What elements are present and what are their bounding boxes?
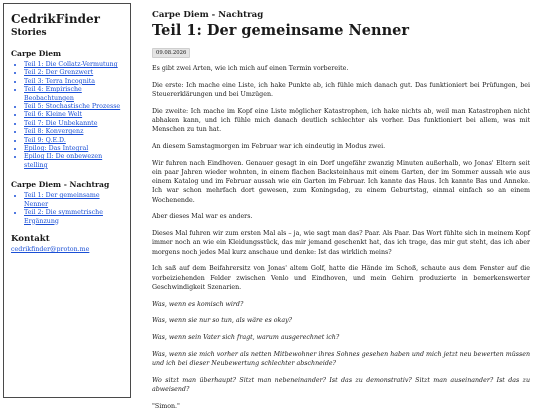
nav-item	[24, 145, 124, 153]
paragraph: Aber dieses Mal war es anders.	[152, 213, 253, 221]
paragraph: An diesem Samstagmorgen im Februar war ich eindeutig in Modus zwei.	[152, 143, 386, 150]
nav-item	[24, 78, 124, 86]
nav-link[interactable]: Teil 1: Die Collatz-Vermutung	[24, 61, 118, 68]
series-title: Carpe Diem - Nachtrag	[152, 10, 264, 20]
nav-item	[24, 137, 124, 145]
nav-item	[24, 86, 124, 103]
paragraph: Die zweite: Ich mache im Kopf eine Liste möglicher Katastrophen, ich hake nichts ab, weil man Katastrophen nicht abhaken kann, und ich fühle mich danach deutlich schlechter als vorher. Das funktioniert bei allem, was mit Menschen zu tun hat.	[152, 107, 530, 134]
nav-link[interactable]: Teil 9: Q.E.D.	[24, 136, 66, 144]
nav-item	[24, 192, 124, 209]
nav-list-nachtrag	[11, 192, 124, 226]
paragraph: Es gibt zwei Arten, wie ich mich auf einen Termin vorbereite.	[152, 65, 349, 72]
nav-link[interactable]: Teil 3: Terra Incognita	[24, 77, 96, 85]
nav-link[interactable]: Teil 5: Stochastische Prozesse	[24, 103, 121, 111]
nav-item	[24, 103, 124, 111]
nav-item	[24, 111, 124, 119]
paragraph-italic: Wo sitzt man überhaupt? Sitzt man nebeneinander? Ist das zu demonstrativ? Sitzt man auseinander? Ist das zu abweisend?	[152, 377, 530, 394]
site-title[interactable]: CedrikFinder	[11, 12, 100, 26]
paragraph: "Simon."	[152, 403, 180, 410]
paragraph-italic: Was, wenn sein Vater sich fragt, warum ausgerechnet ich?	[152, 334, 340, 342]
paragraph: Dieses Mal fuhren wir zum ersten Mal als – ja, wie sagt man das? Paar. Als Paar. Das Wort fühlte sich in meinem Kopf immer noch an wie ein Kleidungsstück, das mir jemand geschenkt hat, das ich trage, das mir gut steht, das ich aber morgens noch jedes Mal kurz anschaue und denke: Ist das wirklich meins?	[152, 230, 530, 256]
nav-item	[24, 128, 124, 136]
contact-heading: Kontakt	[11, 233, 50, 244]
paragraph: Die erste: Ich mache eine Liste, ich hake Punkte ab, ich fühle mich danach gut. Das funktioniert bei Prüfungen, bei Steuererklärungen und bei Umzügen.	[152, 81, 530, 98]
paragraph: Ich saß auf dem Beifahrersitz von Jonas' altem Golf, hatte die Hände im Schoß, schaute aus dem Fenster auf die vorbeiziehenden Felder zwischen Venlo und Eindhoven, und mein Gehirn produzierte in bemerkenswerter Geschwindigkeit Szenarien.	[152, 265, 530, 291]
nav-item	[24, 209, 124, 226]
sidebar	[3, 3, 131, 398]
contact-email-link[interactable]: cedrikfinder@proton.me	[11, 245, 90, 253]
section-heading-nachtrag: Carpe Diem - Nachtrag	[11, 180, 110, 190]
article	[152, 10, 530, 410]
nav-link[interactable]: Teil 2: Die symmetrische Ergänzung	[24, 209, 103, 225]
nav-link[interactable]: Teil 1: Der gemeinsame Nenner	[24, 192, 100, 208]
nav-link[interactable]: Epilog: Das Integral	[24, 145, 89, 153]
paragraph-italic: Was, wenn sie mich vorher als netten Mitbewohner ihres Sohnes gesehen haben und mich jetzt neu bewerten müssen und ich bei dieser Neubewertung schlechter abschneide?	[152, 351, 530, 368]
nav-item	[24, 61, 124, 69]
nav-link[interactable]: Teil 8: Konvergenz	[24, 128, 84, 136]
site-subtitle: Stories	[11, 28, 47, 38]
date-badge: 09.08.2026	[152, 48, 190, 58]
nav-link[interactable]: Epilog II: De onbewezen stelling	[24, 153, 103, 169]
nav-item	[24, 153, 124, 170]
nav-link[interactable]: Teil 7: Die Unbekannte	[24, 119, 98, 127]
paragraph-italic: Was, wenn es komisch wird?	[152, 300, 244, 308]
nav-item	[24, 120, 124, 128]
nav-link[interactable]: Teil 2: Der Grenzwert	[24, 69, 94, 77]
nav-item	[24, 69, 124, 77]
article-body	[152, 64, 530, 411]
page-title: Teil 1: Der gemeinsame Nenner	[152, 22, 409, 39]
section-heading-carpe-diem: Carpe Diem	[11, 49, 62, 58]
paragraph: Wir fuhren nach Eindhoven. Genauer gesagt in ein Dorf ungefähr zwanzig Minuten außerhalb, wo Jonas' Eltern seit ein paar Jahren wieder wohnten, in einem flachen Backsteinhaus mit einem Garten, der im Sommer aussah wie aus einem Katalog und im Februar aussah wie ein Garten im Februar. Ich kannte das Haus. Ich kannte Bas und Anneke. Ich war schon mehrfach dort gewesen, zum Koningsdag, zu einem Geburtstag, einmal einfach so an einem Wochenende.	[152, 159, 530, 204]
nav-link[interactable]: Teil 6: Kleine Welt	[24, 111, 83, 119]
nav-list-carpe-diem	[11, 61, 124, 170]
nav-link[interactable]: Teil 4: Empirische Beobachtungen	[24, 86, 82, 102]
paragraph-italic: Was, wenn sie nur so tun, als wäre es okay?	[152, 317, 293, 325]
